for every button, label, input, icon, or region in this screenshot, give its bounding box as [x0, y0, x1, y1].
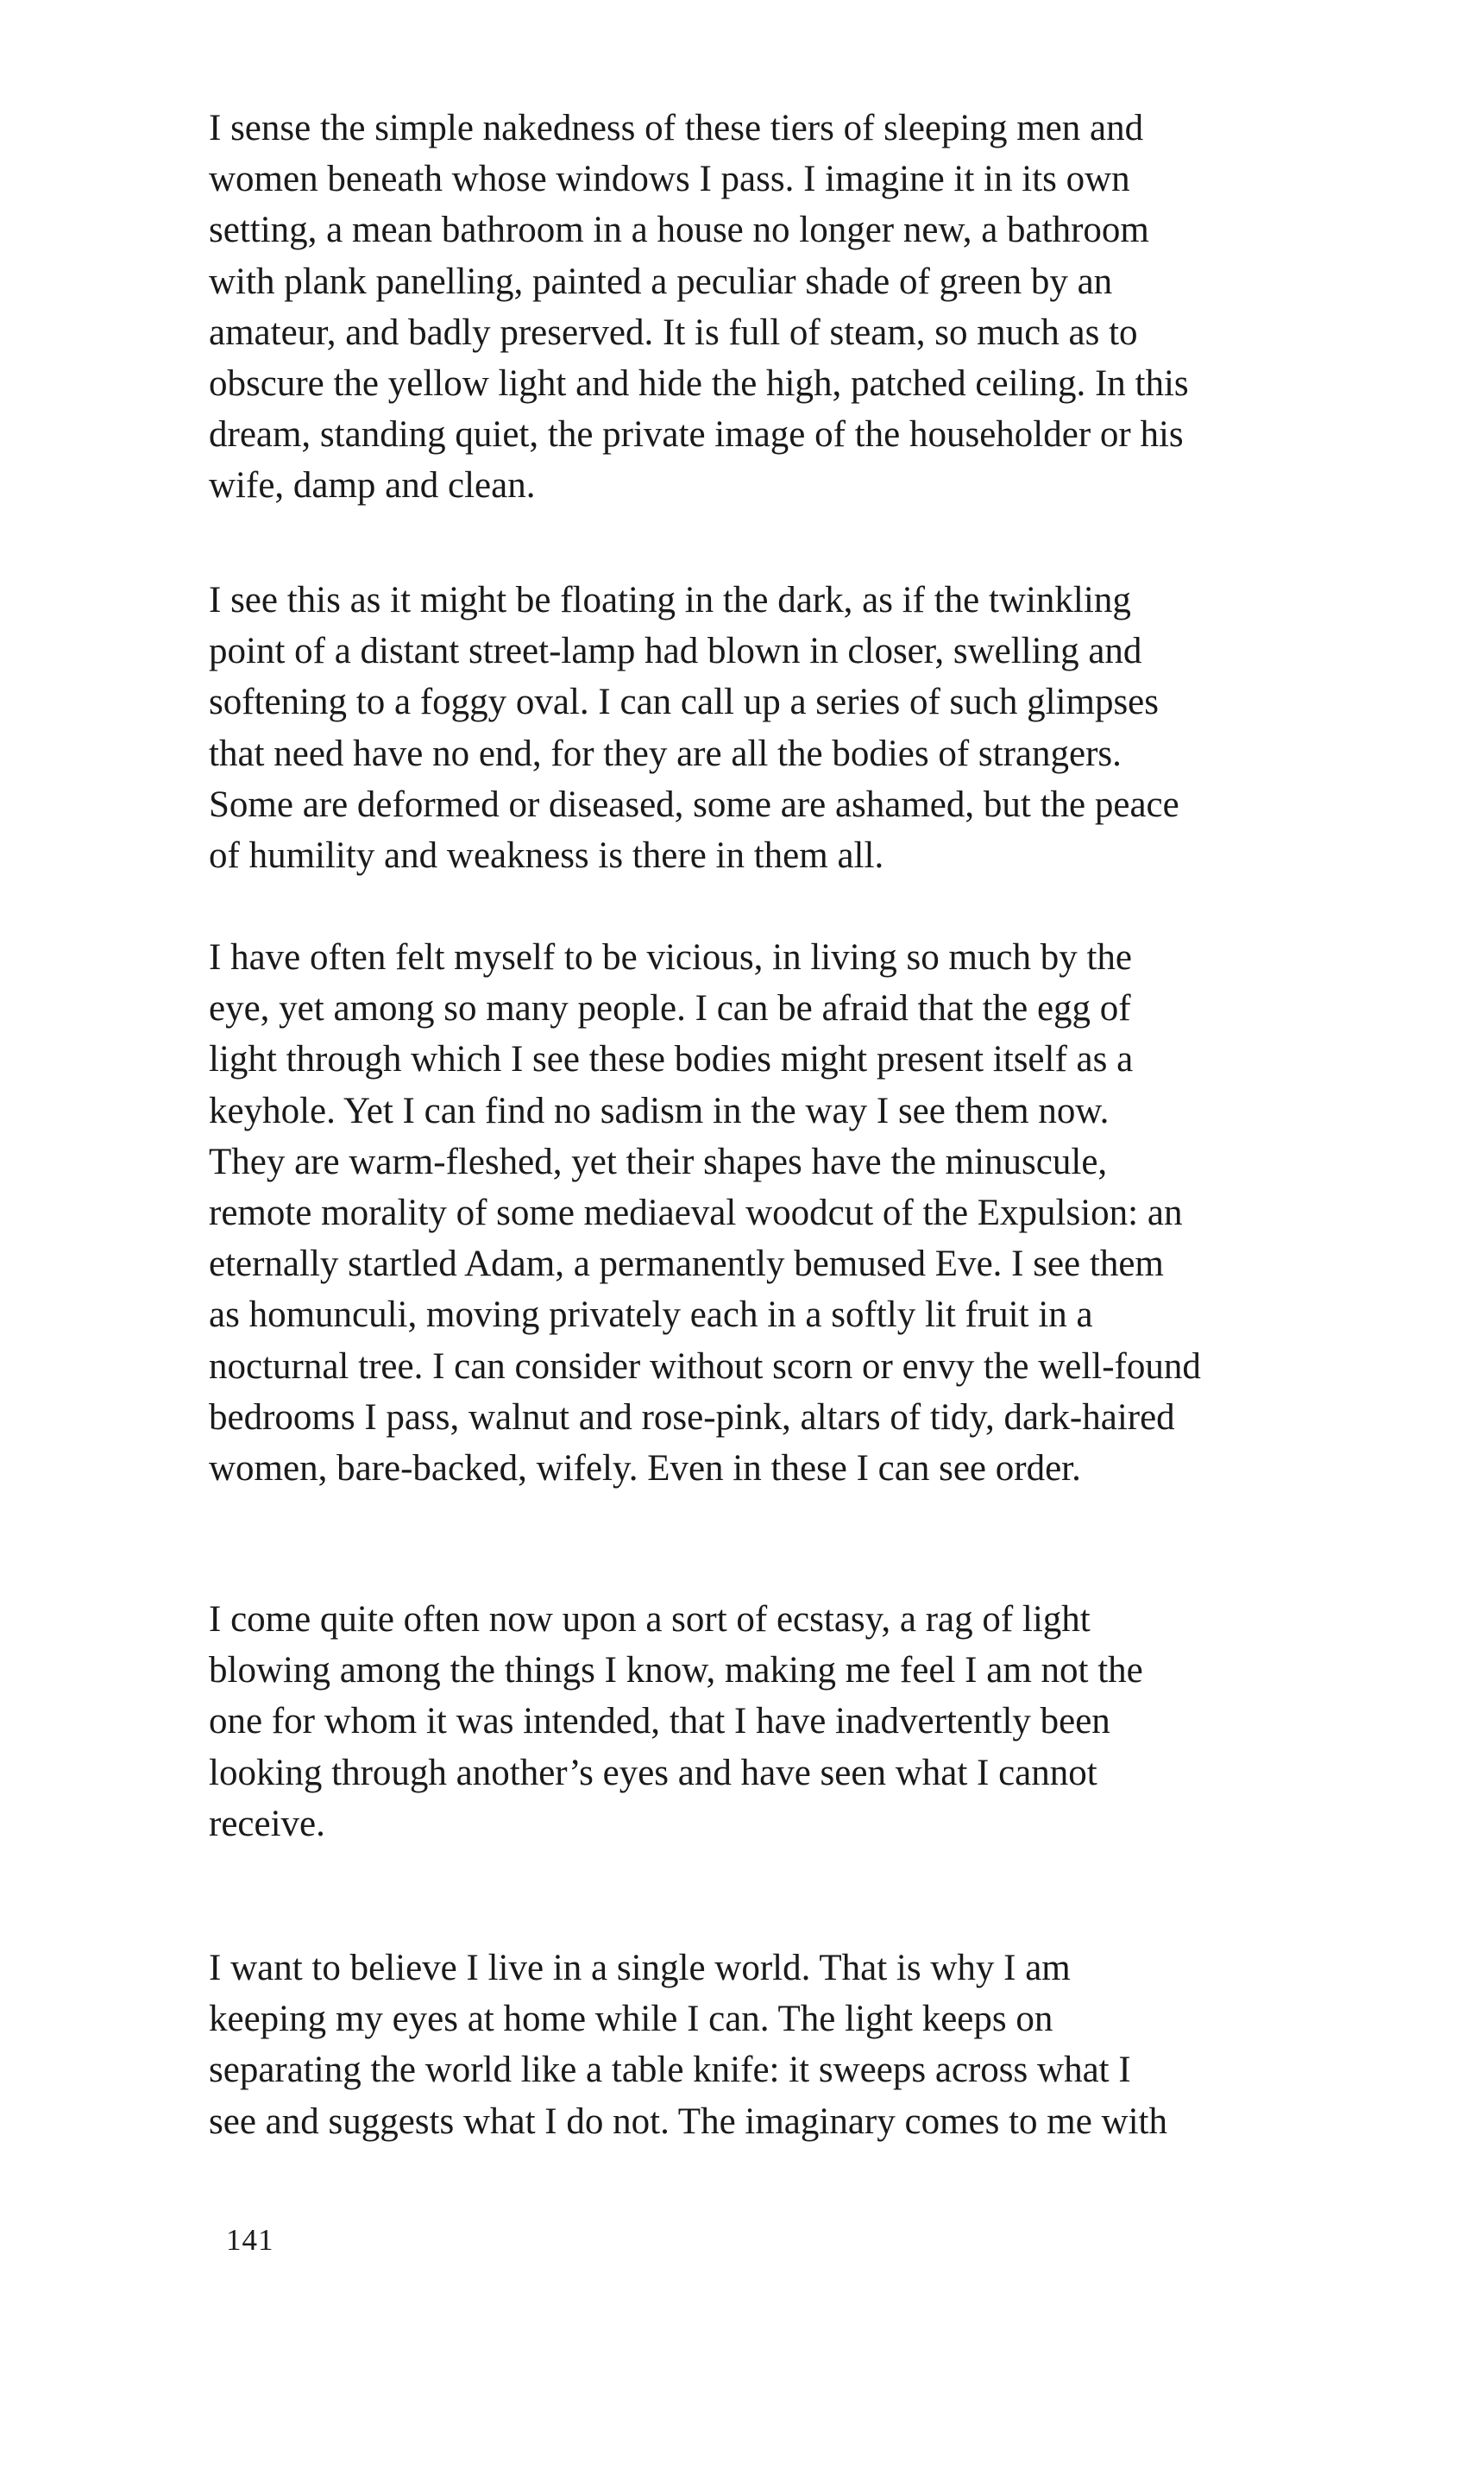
- text-line: that need have no end, for they are all the bodies of strangers.: [209, 733, 1122, 774]
- paragraph-5: [209, 1943, 1339, 2147]
- text-line: setting, a mean bathroom in a house no longer new, a bathroom: [209, 210, 1149, 251]
- text-line: wife, damp and clean.: [209, 465, 536, 507]
- text-line: I come quite often now upon a sort of ecstasy, a rag of light: [209, 1599, 1091, 1640]
- text-line: point of a distant street-lamp had blown in closer, swelling and: [209, 631, 1142, 672]
- text-line: eternally startled Adam, a permanently bemused Eve. I see them: [209, 1244, 1164, 1285]
- text-line: remote morality of some mediaeval woodcut of the Expulsion: an: [209, 1192, 1183, 1233]
- paragraph-2: [209, 575, 1339, 881]
- text-line: They are warm-fleshed, yet their shapes have the minuscule,: [209, 1141, 1108, 1182]
- text-line: eye, yet among so many people. I can be afraid that the egg of: [209, 988, 1131, 1030]
- text-line: looking through another’s eyes and have seen what I cannot: [209, 1752, 1097, 1793]
- paragraph-4: [209, 1594, 1339, 1849]
- paragraph-3: [209, 932, 1339, 1494]
- text-line: with plank panelling, painted a peculiar shade of green by an: [209, 261, 1113, 302]
- text-line: obscure the yellow light and hide the high, patched ceiling. In this: [209, 362, 1189, 404]
- text-line: one for whom it was intended, that I have inadvertently been: [209, 1701, 1110, 1742]
- text-line: blowing among the things I know, making me feel I am not the: [209, 1650, 1143, 1691]
- text-line: nocturnal tree. I can consider without scorn or envy the well-found: [209, 1345, 1201, 1387]
- text-line: Some are deformed or diseased, some are ashamed, but the peace: [209, 784, 1179, 825]
- text-line: women beneath whose windows I pass. I imagine it in its own: [209, 159, 1130, 200]
- text-line: dream, standing quiet, the private image of the householder or his: [209, 414, 1184, 456]
- text-line: I see this as it might be floating in the dark, as if the twinkling: [209, 580, 1131, 620]
- text-line: I have often felt myself to be vicious, in living so much by the: [209, 937, 1133, 978]
- text-line: as homunculi, moving privately each in a softly lit fruit in a: [209, 1294, 1093, 1336]
- text-line: receive.: [209, 1803, 325, 1844]
- text-line: softening to a foggy oval. I can call up a series of such glimpses: [209, 682, 1159, 723]
- text-line: bedrooms I pass, walnut and rose-pink, altars of tidy, dark-haired: [209, 1396, 1175, 1438]
- text-line: light through which I see these bodies might present itself as a: [209, 1039, 1134, 1080]
- text-line: keeping my eyes at home while I can. The light keeps on: [209, 1999, 1053, 2040]
- text-line: see and suggests what I do not. The imaginary comes to me with: [209, 2101, 1168, 2142]
- text-line: separating the world like a table knife: it sweeps across what I: [209, 2050, 1131, 2091]
- text-line: I sense the simple nakedness of these tiers of sleeping men and: [209, 108, 1144, 148]
- text-line: I want to believe I live in a single world. That is why I am: [209, 1948, 1071, 1988]
- text-line: of humility and weakness is there in them all.: [209, 835, 884, 876]
- text-line: amateur, and badly preserved. It is full of steam, so much as to: [209, 312, 1138, 353]
- paragraph-1: [209, 103, 1339, 512]
- text-line: keyhole. Yet I can find no sadism in the way I see them now.: [209, 1090, 1110, 1131]
- text-line: women, bare-backed, wifely. Even in these I can see order.: [209, 1447, 1081, 1489]
- page-number: 141: [226, 2223, 274, 2257]
